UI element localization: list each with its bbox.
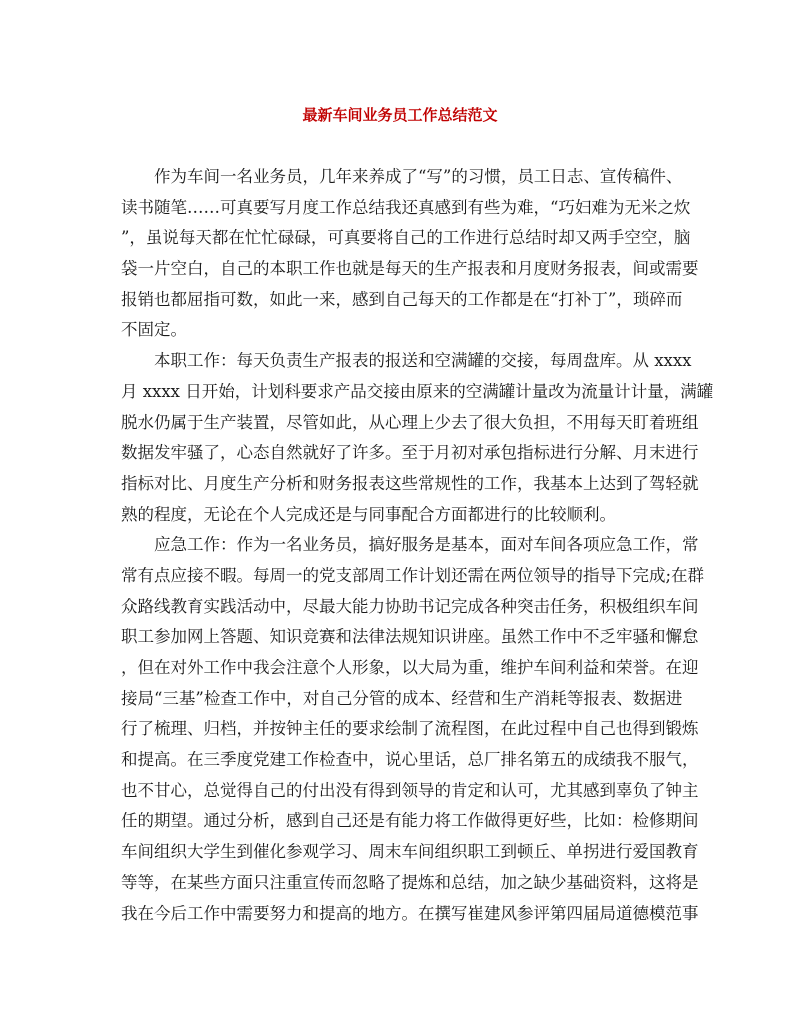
text-line: 数据发牢骚了，心态自然就好了许多。至于月初对承包指标进行分解、月末进行 — [121, 443, 699, 463]
text-line: 车间组织大学生到催化参观学习、周末车间组织职工到顿丘、单拐进行爱国教育 — [121, 842, 699, 862]
text-line: 等等，在某些方面只注重宣传而忽略了提炼和总结，加之缺少基础资料，这将是 — [121, 872, 699, 892]
text-line: ”，虽说每天都在忙忙碌碌，可真要将自己的工作进行总结时却又两手空空，脑 — [121, 228, 691, 248]
text-line: 任的期望。通过分析，感到自己还是有能力将工作做得更好些，比如：检修期间 — [121, 811, 699, 831]
text-line: 报销也都屈指可数，如此一来，感到自己每天的工作都是在“打补丁”，琐碎而 — [121, 289, 683, 309]
text-line: 接局“三基”检查工作中，对自己分管的成本、经营和生产消耗等报表、数据进 — [121, 688, 683, 708]
text-line: 常有点应接不暇。每周一的党支部周工作计划还需在两位领导的指导下完成;在群 — [121, 565, 705, 585]
text-line: 袋一片空白，自己的本职工作也就是每天的生产报表和月度财务报表，间或需要 — [121, 259, 699, 279]
text-line: 作为车间一名业务员，几年来养成了“写”的习惯，员工日志、宣传稿件、 — [154, 167, 683, 186]
text-line: 月 xxxx 日开始，计划科要求产品交接由原来的空满罐计量改为流量计计量，满罐 — [121, 381, 714, 401]
text-line: 行了梳理、归档，并按钟主任的要求绘制了流程图，在此过程中自己也得到锻炼 — [121, 719, 699, 739]
text-line: 脱水仍属于生产装置，尽管如此，从心理上少去了很大负担，不用每天盯着班组 — [121, 412, 699, 432]
text-line: 本职工作：每天负责生产报表的报送和空满罐的交接，每周盘库。从 xxxx — [154, 351, 692, 371]
text-line: 和提高。在三季度党建工作检查中，说心里话，总厂排名第五的成绩我不服气， — [121, 750, 699, 770]
document-title: 最新车间业务员工作总结范文 — [302, 106, 498, 124]
text-line: 也不甘心，总觉得自己的付出没有得到领导的肯定和认可，尤其感到辜负了钟主 — [121, 780, 699, 800]
text-line: 熟的程度，无论在个人完成还是与同事配合方面都进行的比较顺利。 — [121, 504, 616, 524]
document-body — [121, 162, 714, 929]
text-line: 读书随笔……可真要写月度工作总结我还真感到有些为难，“巧妇难为无米之炊 — [121, 197, 691, 217]
text-line: 众路线教育实践活动中，尽最大能力协助书记完成各种突击任务，积极组织车间 — [121, 596, 699, 616]
text-line: 我在今后工作中需要努力和提高的地方。在撰写崔建风参评第四届局道德模范事 — [121, 903, 699, 923]
text-line: 指标对比、月度生产分析和财务报表这些常规性的工作，我基本上达到了驾轻就 — [121, 473, 699, 493]
text-line: ，但在对外工作中我会注意个人形象，以大局为重，维护车间利益和荣誉。在迎 — [121, 658, 699, 677]
text-line: 应急工作：作为一名业务员，搞好服务是基本，面对车间各项应急工作，常 — [154, 535, 699, 555]
text-line: 不固定。 — [121, 320, 187, 340]
text-line: 职工参加网上答题、知识竞赛和法律法规知识讲座。虽然工作中不乏牢骚和懈怠 — [121, 627, 699, 647]
